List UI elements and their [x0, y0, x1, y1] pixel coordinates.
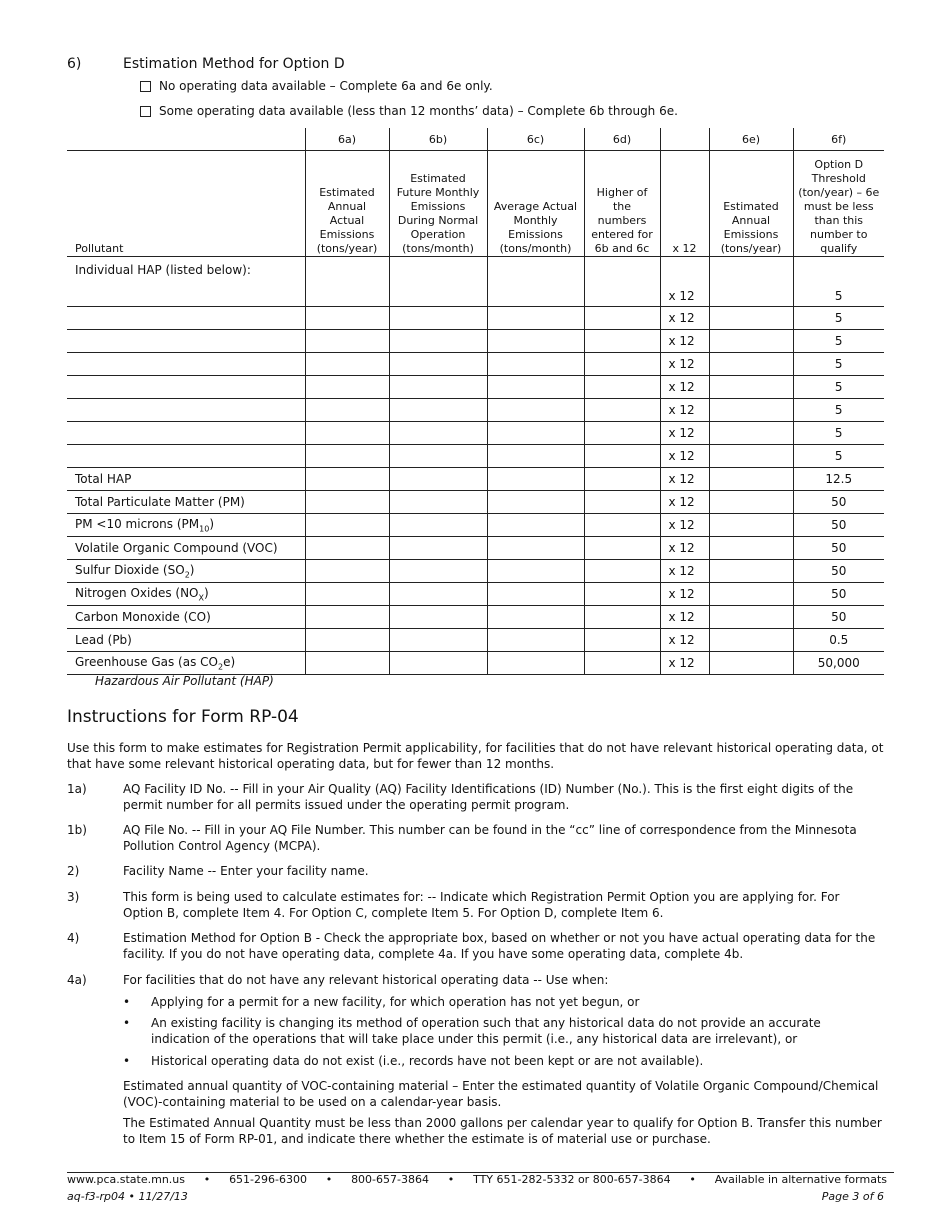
threshold: 5 [793, 422, 884, 445]
threshold: 5 [793, 445, 884, 468]
header-6e: Estimated Annual Emissions (tons/year) [709, 151, 793, 257]
input-6e[interactable] [709, 606, 793, 629]
footer-sep: • [689, 1173, 696, 1186]
threshold: 12.5 [793, 468, 884, 491]
multiplier: x 12 [660, 491, 709, 514]
input-6b[interactable] [389, 376, 487, 399]
input-6c[interactable] [487, 376, 584, 399]
threshold: 50 [793, 606, 884, 629]
pollutant-row [67, 491, 884, 514]
footer-contact [67, 1173, 887, 1186]
input-6c[interactable] [487, 629, 584, 652]
input-6b[interactable] [389, 491, 487, 514]
input-6e[interactable] [709, 257, 793, 307]
instructions-intro: Use this form to make estimates for Registration Permit applicability, for facilities that do not have relevant historical operating data, ot that have some relevant historical operating data, but for fewer than 12 months. [67, 741, 884, 771]
some-data-checkbox[interactable] [140, 106, 151, 117]
no-data-checkbox[interactable] [140, 81, 151, 92]
input-6c[interactable] [487, 491, 584, 514]
bullet-text: An existing facility is changing its method of operation such that any historical data do not provide an accurate indication of the operations that will take place under this permit (i.e., any historical data are irrelevant), or [151, 1016, 821, 1046]
col-id-6f: 6f) [793, 128, 884, 151]
input-6c[interactable] [487, 257, 584, 307]
input-6b[interactable] [389, 307, 487, 330]
col-id-6d: 6d) [584, 128, 660, 151]
section-number: 6) [67, 56, 82, 72]
input-6b[interactable] [389, 537, 487, 560]
input-6e[interactable] [709, 445, 793, 468]
item-text: Estimation Method for Option B - Check the appropriate box, based on whether or not you have actual operating data for the facility. If you do not have operating data, complete 4a. If you have some operating data, complete 4b. [123, 931, 876, 961]
header-6d: Higher of the numbers entered for 6b and 6c [584, 151, 660, 257]
header-6a: Estimated Annual Actual Emissions (tons/year) [305, 151, 389, 257]
input-6a[interactable] [305, 399, 389, 422]
col-id-6c: 6c) [487, 128, 584, 151]
footer-form-id: aq-f3-rp04 • 11/27/13 [67, 1190, 188, 1203]
input-6c[interactable] [487, 583, 584, 606]
column-header-row [67, 151, 884, 257]
footer-page-number: Page 3 of 6 [821, 1190, 884, 1203]
threshold: 5 [793, 376, 884, 399]
input-6a[interactable] [305, 491, 389, 514]
instructions-title: Instructions for Form RP-04 [67, 707, 299, 727]
input-6a[interactable] [305, 468, 389, 491]
input-6e[interactable] [709, 330, 793, 353]
pollutant-label [67, 606, 305, 629]
individual-hap-row [67, 445, 884, 468]
threshold: 50,000 [793, 652, 884, 675]
bullet-dot: • [123, 1016, 131, 1030]
input-6c[interactable] [487, 468, 584, 491]
input-6e[interactable] [709, 307, 793, 330]
input-6c[interactable] [487, 353, 584, 376]
input-6a[interactable] [305, 376, 389, 399]
input-6e[interactable] [709, 629, 793, 652]
pollutant-name-input[interactable] [67, 353, 305, 376]
input-6a[interactable] [305, 537, 389, 560]
pollutant-row [67, 629, 884, 652]
input-6c[interactable] [487, 399, 584, 422]
input-6e[interactable] [709, 537, 793, 560]
pollutant-row [67, 537, 884, 560]
pollutant-label [67, 514, 305, 537]
voc-instruction-2: The Estimated Annual Quantity must be less than 2000 gallons per calendar year to qualify for Option B. Transfer this number to Item 15 of Form RP-01, and indicate there whether the estimate is of material use or purchase. [123, 1116, 882, 1146]
footer-phone1: 651-296-6300 [229, 1173, 307, 1186]
pollutant-label [67, 652, 305, 675]
pollutant-subscript: X [198, 593, 204, 603]
header-6f: Option D Threshold (ton/year) – 6e must be less than this number to qualify [793, 151, 884, 257]
multiplier: x 12 [660, 583, 709, 606]
item-number: 1a) [67, 782, 87, 796]
voc-instruction: Estimated annual quantity of VOC-containing material – Enter the estimated quantity of Volatile Organic Compound/Chemical (VOC)-containing material to be used on a calendar-year basis. [123, 1079, 879, 1109]
pollutant-label-text: Nitrogen Oxides (NO [75, 585, 199, 600]
multiplier: x 12 [660, 514, 709, 537]
threshold: 5 [793, 330, 884, 353]
multiplier: x 12 [660, 330, 709, 353]
header-6b: Estimated Future Monthly Emissions During Normal Operation (tons/month) [389, 151, 487, 257]
item-text: AQ File No. -- Fill in your AQ File Number. This number can be found in the “cc” line of correspondence from the Minnesota Pollution Control Agency (MCPA). [123, 823, 857, 853]
multiplier: x 12 [660, 445, 709, 468]
option-no-data-label: No operating data available – Complete 6a and 6e only. [159, 79, 493, 93]
pollutant-label [67, 468, 305, 491]
pollutant-label-suffix: e) [223, 654, 236, 669]
multiplier: x 12 [660, 307, 709, 330]
pollutant-label-text: Carbon Monoxide (CO) [75, 610, 211, 624]
threshold: 0.5 [793, 629, 884, 652]
input-6d[interactable] [584, 652, 660, 675]
bullet-text: Applying for a permit for a new facility, for which operation has not yet begun, or [151, 995, 640, 1009]
input-6b[interactable] [389, 629, 487, 652]
input-6c[interactable] [487, 445, 584, 468]
individual-hap-row [67, 399, 884, 422]
pollutant-name-input[interactable] [67, 422, 305, 445]
input-6a[interactable] [305, 629, 389, 652]
footer-sep: • [203, 1173, 211, 1186]
pollutant-label [67, 583, 305, 606]
pollutant-label-text: Lead (Pb) [75, 633, 132, 647]
footer-website[interactable]: www.pca.state.mn.us [67, 1173, 185, 1186]
pollutant-label-text: Total Particulate Matter (PM) [75, 495, 245, 509]
bullet-dot: • [123, 995, 131, 1009]
threshold: 50 [793, 491, 884, 514]
pollutant-name-input[interactable] [67, 330, 305, 353]
input-6c[interactable] [487, 606, 584, 629]
threshold: 50 [793, 514, 884, 537]
multiplier: x 12 [660, 468, 709, 491]
multiplier: x 12 [660, 422, 709, 445]
input-6a[interactable] [305, 422, 389, 445]
individual-hap-row [67, 376, 884, 399]
input-6b[interactable] [389, 606, 487, 629]
individual-hap-row [67, 307, 884, 330]
input-6b[interactable] [389, 353, 487, 376]
pollutant-name-input[interactable] [67, 445, 305, 468]
pollutant-row [67, 606, 884, 629]
individual-hap-row [67, 422, 884, 445]
input-6d[interactable] [584, 376, 660, 399]
input-6a[interactable] [305, 445, 389, 468]
input-6b[interactable] [389, 445, 487, 468]
input-6e[interactable] [709, 376, 793, 399]
pollutant-label [67, 629, 305, 652]
input-6b[interactable] [389, 422, 487, 445]
input-6e[interactable] [709, 399, 793, 422]
option-some-data-label: Some operating data available (less than 12 months’ data) – Complete 6b through 6e. [159, 104, 678, 118]
individual-hap-row [67, 353, 884, 376]
col-id-6e: 6e) [709, 128, 793, 151]
input-6e[interactable] [709, 353, 793, 376]
input-6e[interactable] [709, 560, 793, 583]
multiplier: x 12 [660, 652, 709, 675]
pollutant-name-input[interactable] [67, 376, 305, 399]
input-6a[interactable] [305, 514, 389, 537]
input-6d[interactable] [584, 629, 660, 652]
pollutant-label-text: PM <10 microns (PM [75, 516, 200, 531]
item-text: For facilities that do not have any relevant historical operating data -- Use when: [123, 973, 609, 987]
col-id-6a: 6a) [305, 128, 389, 151]
input-6a[interactable] [305, 330, 389, 353]
input-6d[interactable] [584, 514, 660, 537]
input-6b[interactable] [389, 560, 487, 583]
threshold: 5 [793, 353, 884, 376]
multiplier: x 12 [660, 560, 709, 583]
pollutant-label-suffix: ) [189, 562, 195, 577]
pollutant-label [67, 560, 305, 583]
pollutant-label-text: Greenhouse Gas (as CO [75, 654, 218, 669]
input-6b[interactable] [389, 652, 487, 675]
multiplier: x 12 [660, 606, 709, 629]
input-6d[interactable] [584, 353, 660, 376]
input-6a[interactable] [305, 307, 389, 330]
individual-hap-row [67, 330, 884, 353]
col-id-6b: 6b) [389, 128, 487, 151]
header-x12: x 12 [660, 151, 709, 257]
input-6e[interactable] [709, 514, 793, 537]
item-text: This form is being used to calculate estimates for: -- Indicate which Registration Permit Option you are applying for. For Option B, complete Item 4. For Option C, complete Item 5. For Option D, complete Item 6. [123, 890, 840, 920]
input-6b[interactable] [389, 399, 487, 422]
pollutant-label-text: Volatile Organic Compound (VOC) [75, 541, 278, 555]
item-number: 4) [67, 931, 80, 945]
input-6c[interactable] [487, 307, 584, 330]
pollutant-row [67, 652, 884, 675]
bullet-dot: • [123, 1054, 131, 1068]
footer-phone2: 800-657-3864 [351, 1173, 429, 1186]
multiplier: x 12 [660, 257, 709, 307]
pollutant-subscript: 2 [184, 570, 190, 580]
individual-hap-header-row [67, 257, 884, 307]
input-6c[interactable] [487, 422, 584, 445]
multiplier: x 12 [660, 537, 709, 560]
input-6b[interactable] [389, 330, 487, 353]
pollutant-label-suffix: ) [203, 585, 209, 600]
item-text: AQ Facility ID No. -- Fill in your Air Quality (AQ) Facility Identifications (ID) Number (No.). This is the first eight digits of the permit number for all permits issued under the operating permit program. [123, 782, 854, 812]
individual-hap-label: Individual HAP (listed below): [67, 257, 305, 307]
input-6a[interactable] [305, 353, 389, 376]
item-text: Facility Name -- Enter your facility name. [123, 864, 369, 878]
input-6c[interactable] [487, 514, 584, 537]
emissions-table [67, 128, 884, 675]
item-number: 1b) [67, 823, 87, 837]
item-number: 3) [67, 890, 80, 904]
input-6d[interactable] [584, 606, 660, 629]
input-6a[interactable] [305, 257, 389, 307]
input-6a[interactable] [305, 606, 389, 629]
input-6a[interactable] [305, 560, 389, 583]
option-some-data[interactable] [140, 104, 678, 118]
input-6b[interactable] [389, 514, 487, 537]
input-6c[interactable] [487, 537, 584, 560]
input-6b[interactable] [389, 468, 487, 491]
multiplier: x 12 [660, 629, 709, 652]
input-6d[interactable] [584, 560, 660, 583]
input-6e[interactable] [709, 468, 793, 491]
input-6d[interactable] [584, 445, 660, 468]
col-id-x [660, 128, 709, 151]
input-6e[interactable] [709, 583, 793, 606]
input-6a[interactable] [305, 583, 389, 606]
multiplier: x 12 [660, 376, 709, 399]
input-6d[interactable] [584, 491, 660, 514]
option-no-data[interactable] [140, 79, 493, 93]
pollutant-label [67, 537, 305, 560]
input-6e[interactable] [709, 491, 793, 514]
threshold: 50 [793, 537, 884, 560]
footer-alt-formats: Available in alternative formats [714, 1173, 887, 1186]
header-6c: Average Actual Monthly Emissions (tons/month) [487, 151, 584, 257]
input-6c[interactable] [487, 560, 584, 583]
threshold: 5 [793, 307, 884, 330]
header-pollutant: Pollutant [67, 151, 305, 257]
pollutant-subscript: 10 [199, 524, 210, 534]
input-6d[interactable] [584, 257, 660, 307]
input-6d[interactable] [584, 468, 660, 491]
multiplier: x 12 [660, 353, 709, 376]
input-6e[interactable] [709, 652, 793, 675]
input-6c[interactable] [487, 330, 584, 353]
input-6b[interactable] [389, 583, 487, 606]
bullet-text: Historical operating data do not exist (i.e., records have not been kept or are not available). [151, 1054, 704, 1068]
pollutant-name-input[interactable] [67, 399, 305, 422]
item-number: 4a) [67, 973, 87, 987]
pollutant-row [67, 583, 884, 606]
footer-sep: • [325, 1173, 333, 1186]
pollutant-row [67, 514, 884, 537]
column-id-row [67, 128, 884, 151]
footer-sep: • [447, 1173, 455, 1186]
input-6d[interactable] [584, 399, 660, 422]
threshold: 5 [793, 257, 884, 307]
threshold: 50 [793, 583, 884, 606]
input-6e[interactable] [709, 422, 793, 445]
multiplier: x 12 [660, 399, 709, 422]
input-6d[interactable] [584, 583, 660, 606]
input-6a[interactable] [305, 652, 389, 675]
input-6c[interactable] [487, 652, 584, 675]
pollutant-name-input[interactable] [67, 307, 305, 330]
item-number: 2) [67, 864, 80, 878]
threshold: 5 [793, 399, 884, 422]
input-6d[interactable] [584, 422, 660, 445]
input-6b[interactable] [389, 257, 487, 307]
input-6d[interactable] [584, 330, 660, 353]
input-6d[interactable] [584, 307, 660, 330]
pollutant-label [67, 491, 305, 514]
section-title: Estimation Method for Option D [123, 56, 345, 72]
pollutant-label-text: Sulfur Dioxide (SO [75, 562, 185, 577]
input-6d[interactable] [584, 537, 660, 560]
table-caption: Hazardous Air Pollutant (HAP) [95, 674, 274, 688]
pollutant-subscript: 2 [218, 662, 224, 672]
pollutant-label-text: Total HAP [75, 472, 132, 486]
pollutant-row [67, 468, 884, 491]
pollutant-row [67, 560, 884, 583]
threshold: 50 [793, 560, 884, 583]
footer-tty: TTY 651-282-5332 or 800-657-3864 [473, 1173, 671, 1186]
pollutant-label-suffix: ) [209, 516, 214, 531]
